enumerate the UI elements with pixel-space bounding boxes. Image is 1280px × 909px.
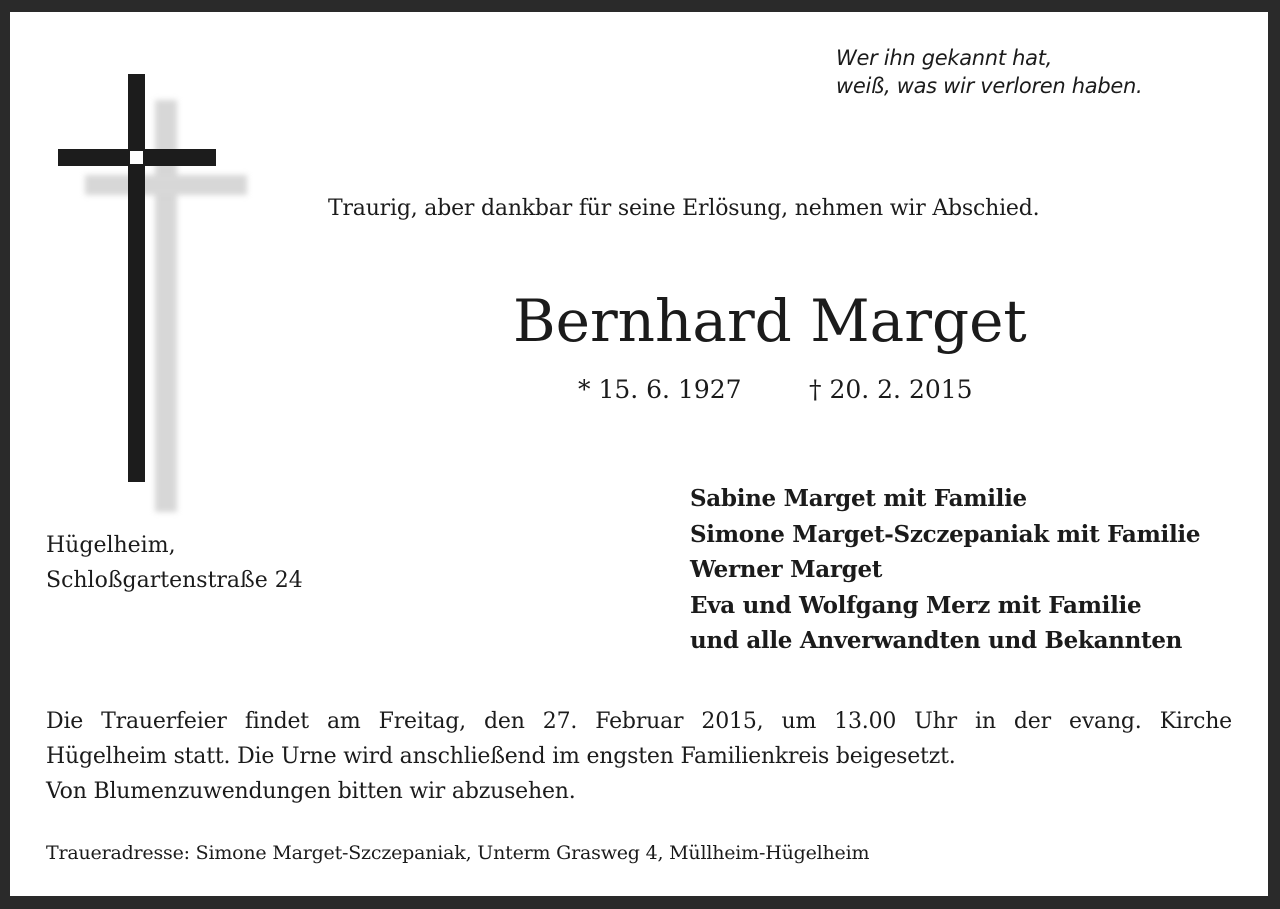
address-line-1: Hügelheim, [46, 533, 176, 558]
death-date: † 20. 2. 2015 [809, 375, 973, 404]
motto-quote [836, 44, 1142, 100]
farewell-intro: Traurig, aber dankbar für seine Erlösung, nehmen wir Abschied. [328, 196, 1040, 221]
cross-vertical-beam [128, 74, 145, 482]
cross-shadow-horizontal [85, 175, 247, 195]
mourner-entry: Eva und Wolfgang Merz mit Familie [690, 591, 1142, 619]
ceremony-details [46, 704, 1232, 809]
ceremony-line-3: Von Blumenzuwendungen bitten wir abzusehen. [46, 779, 576, 804]
motto-line-2: weiß, was wir verloren haben. [836, 74, 1143, 98]
cross-icon [10, 12, 270, 532]
obituary-notice [10, 12, 1268, 896]
birth-date: * 15. 6. 1927 [578, 375, 742, 404]
residence-address [46, 528, 303, 598]
mourner-entry: Werner Marget [690, 556, 883, 583]
address-line-2: Schloßgartenstraße 24 [46, 568, 303, 593]
ceremony-line-2: Hügelheim statt. Die Urne wird anschließend im engsten Familienkreis beigesetzt. [46, 744, 956, 769]
mourner-entry: und alle Anverwandten und Bekannten [690, 627, 1183, 654]
mourning-contact-address: Traueradresse: Simone Marget-Szczepaniak, Unterm Grasweg 4, Müllheim-Hügelheim [46, 842, 870, 864]
mourners-list [690, 481, 1200, 659]
mourner-entry: Sabine Marget mit Familie [690, 485, 1027, 512]
mourner-entry: Simone Marget-Szczepaniak mit Familie [690, 520, 1201, 548]
cross-center-highlight [130, 151, 143, 164]
ceremony-line-1: Die Trauerfeier findet am Freitag, den 27. Februar 2015, um 13.00 Uhr in der evang. Kirche [46, 709, 1232, 734]
motto-line-1: Wer ihn gekannt hat, [836, 46, 1053, 70]
deceased-name: Bernhard Marget [513, 287, 1027, 355]
